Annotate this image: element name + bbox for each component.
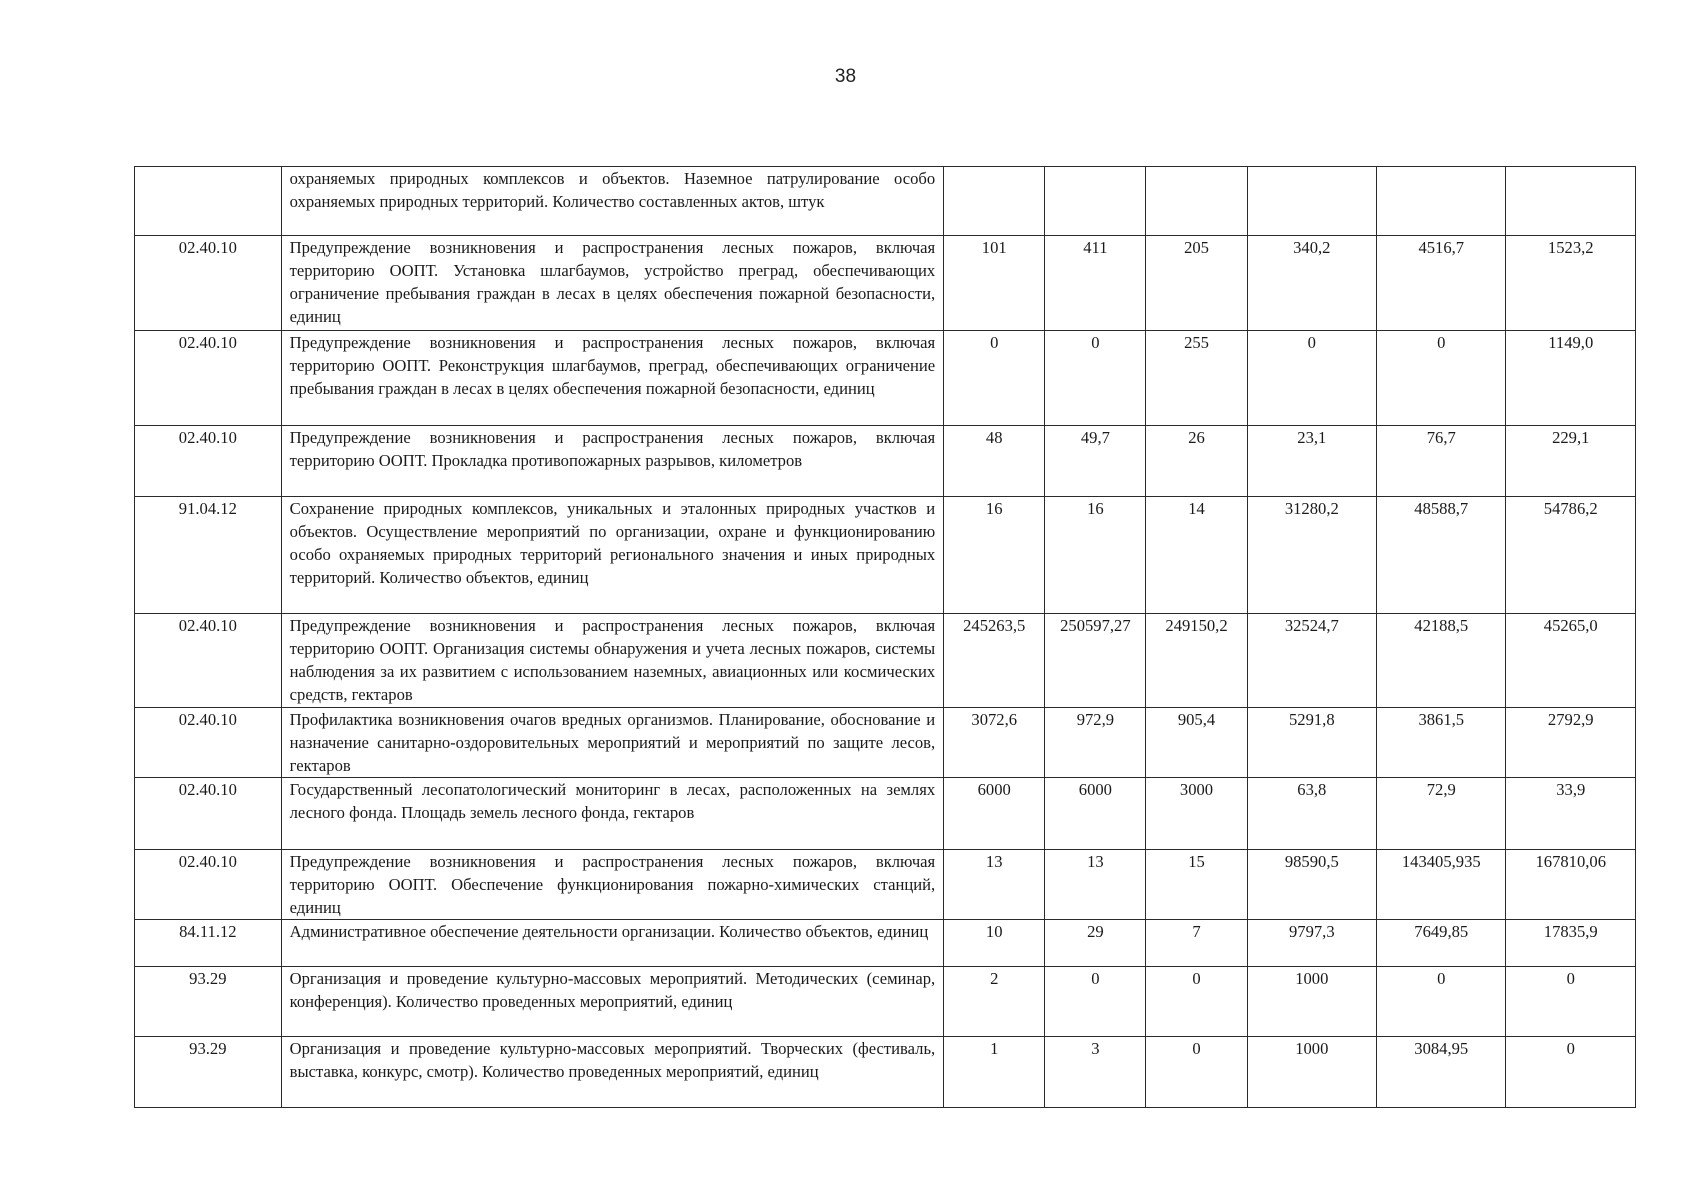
value-cell [1247, 167, 1376, 236]
value-cell: 0 [1377, 331, 1506, 426]
value-cell: 143405,935 [1377, 850, 1506, 920]
value-cell: 33,9 [1506, 778, 1636, 850]
okved-code-cell: 91.04.12 [135, 497, 282, 614]
value-cell: 0 [1506, 1037, 1636, 1108]
okved-code-cell: 02.40.10 [135, 236, 282, 331]
value-cell: 0 [1377, 967, 1506, 1037]
table-row [135, 967, 1636, 1037]
description-cell: Государственный лесопатологический мониторинг в лесах, расположенных на землях лесного фонда. Площадь земель лесного фонда, гектаров [281, 778, 944, 850]
value-cell: 245263,5 [944, 614, 1045, 708]
description-cell: Предупреждение возникновения и распространения лесных пожаров, включая территорию ООПТ. Организация системы обнаружения и учета лесных пожаров, системы наблюдения за их развитием с использованием наземных, авиационных или космических средств, гектаров [281, 614, 944, 708]
value-cell: 29 [1045, 920, 1146, 967]
okved-code-cell: 02.40.10 [135, 778, 282, 850]
description-cell: Предупреждение возникновения и распространения лесных пожаров, включая территорию ООПТ. Прокладка противопожарных разрывов, километров [281, 426, 944, 497]
description-cell: Предупреждение возникновения и распространения лесных пожаров, включая территорию ООПТ. Обеспечение функционирования пожарно-химических станций, единиц [281, 850, 944, 920]
value-cell: 255 [1146, 331, 1247, 426]
description-cell: охраняемых природных комплексов и объектов. Наземное патрулирование особо охраняемых природных территорий. Количество составленных актов, штук [281, 167, 944, 236]
value-cell: 0 [1146, 1037, 1247, 1108]
value-cell: 2792,9 [1506, 708, 1636, 778]
value-cell: 14 [1146, 497, 1247, 614]
table-row [135, 331, 1636, 426]
description-cell: Предупреждение возникновения и распространения лесных пожаров, включая территорию ООПТ. Реконструкция шлагбаумов, преград, обеспечивающих ограничение пребывания граждан в лесах в целях обеспечения пожарной безопасности, единиц [281, 331, 944, 426]
value-cell: 340,2 [1247, 236, 1376, 331]
table-row [135, 236, 1636, 331]
description-cell: Организация и проведение культурно-массовых мероприятий. Методических (семинар, конференция). Количество проведенных мероприятий, единиц [281, 967, 944, 1037]
value-cell: 1523,2 [1506, 236, 1636, 331]
table-row [135, 614, 1636, 708]
value-cell: 229,1 [1506, 426, 1636, 497]
value-cell: 13 [1045, 850, 1146, 920]
value-cell: 26 [1146, 426, 1247, 497]
value-cell: 1000 [1247, 967, 1376, 1037]
value-cell: 63,8 [1247, 778, 1376, 850]
value-cell: 16 [1045, 497, 1146, 614]
value-cell: 3861,5 [1377, 708, 1506, 778]
value-cell: 249150,2 [1146, 614, 1247, 708]
value-cell: 411 [1045, 236, 1146, 331]
description-cell: Профилактика возникновения очагов вредных организмов. Планирование, обоснование и назначение санитарно-оздоровительных мероприятий и мероприятий по защите лесов, гектаров [281, 708, 944, 778]
value-cell: 3000 [1146, 778, 1247, 850]
value-cell: 49,7 [1045, 426, 1146, 497]
value-cell: 0 [1247, 331, 1376, 426]
okved-code-cell: 84.11.12 [135, 920, 282, 967]
value-cell [1377, 167, 1506, 236]
value-cell: 1000 [1247, 1037, 1376, 1108]
value-cell: 0 [944, 331, 1045, 426]
value-cell: 0 [1045, 967, 1146, 1037]
table-row [135, 167, 1636, 236]
value-cell: 32524,7 [1247, 614, 1376, 708]
value-cell: 48588,7 [1377, 497, 1506, 614]
description-cell: Административное обеспечение деятельности организации. Количество объектов, единиц [281, 920, 944, 967]
value-cell: 42188,5 [1377, 614, 1506, 708]
value-cell: 7649,85 [1377, 920, 1506, 967]
value-cell: 905,4 [1146, 708, 1247, 778]
value-cell: 0 [1146, 967, 1247, 1037]
value-cell: 9797,3 [1247, 920, 1376, 967]
table-row [135, 1037, 1636, 1108]
value-cell: 45265,0 [1506, 614, 1636, 708]
table-row [135, 497, 1636, 614]
value-cell: 54786,2 [1506, 497, 1636, 614]
value-cell: 23,1 [1247, 426, 1376, 497]
okved-code-cell [135, 167, 282, 236]
page-number: 38 [834, 66, 857, 87]
okved-code-cell: 02.40.10 [135, 614, 282, 708]
value-cell: 972,9 [1045, 708, 1146, 778]
value-cell: 0 [1506, 967, 1636, 1037]
okved-code-cell: 93.29 [135, 967, 282, 1037]
table-body [135, 167, 1636, 1108]
value-cell: 101 [944, 236, 1045, 331]
value-cell: 167810,06 [1506, 850, 1636, 920]
value-cell: 17835,9 [1506, 920, 1636, 967]
value-cell: 72,9 [1377, 778, 1506, 850]
value-cell: 13 [944, 850, 1045, 920]
value-cell: 6000 [1045, 778, 1146, 850]
description-cell: Сохранение природных комплексов, уникальных и эталонных природных участков и объектов. Осуществление мероприятий по организации, охране и функционированию особо охраняемых природных территорий регионального значения и иных природных территорий. Количество объектов, единиц [281, 497, 944, 614]
okved-code-cell: 02.40.10 [135, 426, 282, 497]
value-cell: 1 [944, 1037, 1045, 1108]
value-cell: 205 [1146, 236, 1247, 331]
value-cell: 31280,2 [1247, 497, 1376, 614]
okved-code-cell: 02.40.10 [135, 708, 282, 778]
value-cell: 76,7 [1377, 426, 1506, 497]
value-cell [944, 167, 1045, 236]
value-cell: 3084,95 [1377, 1037, 1506, 1108]
description-cell: Организация и проведение культурно-массовых мероприятий. Творческих (фестиваль, выставка, конкурс, смотр). Количество проведенных мероприятий, единиц [281, 1037, 944, 1108]
table-row [135, 920, 1636, 967]
value-cell: 16 [944, 497, 1045, 614]
value-cell: 1149,0 [1506, 331, 1636, 426]
table-row [135, 778, 1636, 850]
value-cell: 4516,7 [1377, 236, 1506, 331]
value-cell: 0 [1045, 331, 1146, 426]
value-cell [1506, 167, 1636, 236]
table-row [135, 426, 1636, 497]
value-cell: 5291,8 [1247, 708, 1376, 778]
okved-code-cell: 02.40.10 [135, 850, 282, 920]
value-cell [1146, 167, 1247, 236]
value-cell: 48 [944, 426, 1045, 497]
value-cell: 7 [1146, 920, 1247, 967]
value-cell: 2 [944, 967, 1045, 1037]
value-cell [1045, 167, 1146, 236]
table-row [135, 850, 1636, 920]
okved-code-cell: 93.29 [135, 1037, 282, 1108]
indicators-table [134, 166, 1636, 1108]
value-cell: 250597,27 [1045, 614, 1146, 708]
description-cell: Предупреждение возникновения и распространения лесных пожаров, включая территорию ООПТ. Установка шлагбаумов, устройство преград, обеспечивающих ограничение пребывания граждан в лесах в целях обеспечения пожарной безопасности, единиц [281, 236, 944, 331]
value-cell: 3 [1045, 1037, 1146, 1108]
value-cell: 3072,6 [944, 708, 1045, 778]
value-cell: 15 [1146, 850, 1247, 920]
value-cell: 10 [944, 920, 1045, 967]
okved-code-cell: 02.40.10 [135, 331, 282, 426]
value-cell: 6000 [944, 778, 1045, 850]
value-cell: 98590,5 [1247, 850, 1376, 920]
table-row [135, 708, 1636, 778]
